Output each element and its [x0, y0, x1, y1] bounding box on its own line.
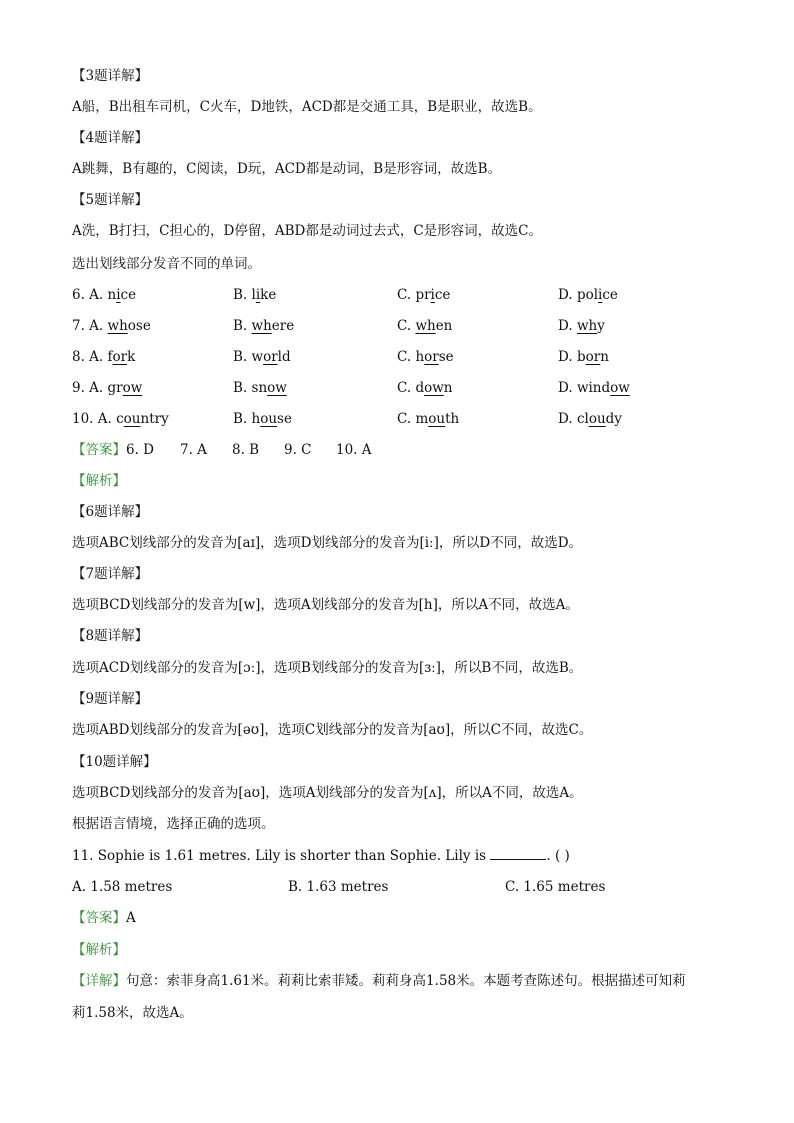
- q6-option-a: [72, 285, 136, 305]
- option-label: C.: [397, 318, 412, 334]
- q6-option-d: [558, 285, 618, 305]
- q10-detail-text: 选项BCD划线部分的发音为[aʊ]，选项A划线部分的发音为[ʌ]，所以A不同，故选A。: [72, 785, 583, 801]
- option-label: B.: [233, 318, 248, 334]
- word-part: b: [576, 349, 586, 365]
- option-label: C.: [397, 411, 412, 427]
- word-part: w: [251, 349, 264, 365]
- q11-option-c: C. 1.65 metres: [505, 879, 606, 895]
- word-part: dy: [605, 411, 622, 427]
- underlined-letters: or: [112, 349, 128, 365]
- word-part: n: [107, 287, 117, 303]
- option-label: D.: [558, 318, 573, 334]
- q7-option-c: [397, 316, 452, 336]
- underlined-letters: or: [263, 349, 278, 365]
- q9-option-d: [558, 378, 630, 398]
- q11-detail-text1: 句意：索菲身高1.61米。莉莉比索菲矮。莉莉身高1.58米。本题考查陈述句。根据描述可知莉: [126, 973, 686, 989]
- underlined-letters: wh: [415, 318, 436, 334]
- q8-option-b: [233, 347, 291, 367]
- answer-8: 8. B: [232, 442, 260, 458]
- option-label: 10. A.: [72, 411, 112, 427]
- underlined-letters: wh: [576, 318, 598, 334]
- option-label: D.: [558, 349, 573, 365]
- q3-detail-text: A船，B出租车司机，C火车，D地铁，ACD都是交通工具，B是职业，故选B。: [72, 99, 542, 115]
- word-part: l: [251, 287, 256, 303]
- answer-9: 9. C: [284, 442, 312, 458]
- option-label: C.: [397, 287, 412, 303]
- option-label: B.: [233, 380, 248, 396]
- word-part: n: [600, 349, 609, 365]
- q11-detail-line1: [72, 971, 734, 991]
- q6-detail-title: 【6题详解】: [72, 504, 149, 520]
- word-part: ce: [120, 287, 137, 303]
- q4-detail-title: 【4题详解】: [72, 130, 149, 146]
- q5-detail-title: 【5题详解】: [72, 192, 149, 208]
- word-part: m: [415, 411, 429, 427]
- q10-option-c: [397, 409, 459, 429]
- q11-stem-text: 11. Sophie is 1.61 metres. Lily is shorter than Sophie. Lily is: [72, 848, 487, 864]
- word-part: h: [415, 349, 425, 365]
- q5-detail-text: A洗，B打扫，C担心的，D停留，ABD都是动词过去式，C是形容词，故选C。: [72, 223, 542, 239]
- q11-analysis-label: 【解析】: [72, 942, 126, 958]
- option-label: 6. A.: [72, 287, 104, 303]
- q9-option-c: [397, 378, 452, 398]
- word-part: sn: [251, 380, 268, 396]
- q11-answer-label: 【答案】: [72, 910, 126, 926]
- option-label: B.: [233, 349, 248, 365]
- option-label: C.: [397, 349, 412, 365]
- q8-option-d: [558, 347, 609, 367]
- underlined-letters: ou: [123, 411, 141, 427]
- option-label: C.: [397, 380, 412, 396]
- underlined-letters: ow: [424, 380, 444, 396]
- word-part: ntry: [140, 411, 169, 427]
- underlined-letters: ow: [122, 380, 143, 396]
- option-label: D.: [558, 380, 573, 396]
- q7-detail-title: 【7题详解】: [72, 566, 149, 582]
- analysis-label: 【解析】: [72, 473, 126, 489]
- underlined-letters: wh: [251, 318, 272, 334]
- q8-detail-title: 【8题详解】: [72, 628, 149, 644]
- underlined-letters: i: [430, 287, 435, 303]
- option-label: 7. A.: [72, 318, 104, 334]
- word-part: ere: [271, 318, 295, 334]
- underlined-letters: or: [585, 349, 601, 365]
- q11-answer: A: [126, 910, 136, 926]
- q11-option-a: A. 1.58 metres: [72, 879, 173, 895]
- word-part: y: [597, 318, 605, 334]
- q6-option-c: [397, 285, 450, 305]
- q9-option-b: [233, 378, 287, 398]
- word-part: pol: [576, 287, 599, 303]
- answer-7: 7. A: [180, 442, 207, 458]
- underlined-letters: i: [598, 287, 603, 303]
- word-part: d: [415, 380, 425, 396]
- answer-row: [72, 440, 734, 460]
- q11-blank: [490, 847, 546, 860]
- word-part: ld: [277, 349, 291, 365]
- underlined-letters: ou: [428, 411, 446, 427]
- option-label: D.: [558, 411, 573, 427]
- q8-detail-text: 选项ACD划线部分的发音为[ɔː]，选项B划线部分的发音为[ɜː]，所以B不同，故选B。: [72, 660, 583, 676]
- q9-detail-title: 【9题详解】: [72, 691, 149, 707]
- underlined-letters: ou: [588, 411, 606, 427]
- option-label: 9. A.: [72, 380, 104, 396]
- q6-option-b: [233, 285, 276, 305]
- q10-option-d: [558, 409, 622, 429]
- q11-option-b: B. 1.63 metres: [288, 879, 389, 895]
- q9-option-a: [72, 378, 142, 398]
- q11-detail-line2: 莉1.58米，故选A。: [72, 1005, 193, 1021]
- word-part: en: [435, 318, 453, 334]
- q11-answer-row: [72, 908, 734, 928]
- q9-detail-text: 选项ABD划线部分的发音为[əʊ]，选项C划线部分的发音为[aʊ]，所以C不同，故选C。: [72, 722, 593, 738]
- underlined-letters: wh: [107, 318, 128, 334]
- answer-10: 10. A: [336, 442, 372, 458]
- answer-6: 6. D: [126, 442, 154, 458]
- q8-option-a: [72, 347, 135, 367]
- word-part: th: [445, 411, 460, 427]
- word-part: ose: [127, 318, 151, 334]
- q11-paren: . ( ): [546, 848, 570, 864]
- underlined-letters: or: [424, 349, 439, 365]
- word-part: k: [127, 349, 136, 365]
- q6-detail-text: 选项ABC划线部分的发音为[aɪ]，选项D划线部分的发音为[iː]，所以D不同，故选D。: [72, 535, 583, 551]
- underlined-letters: i: [116, 287, 121, 303]
- word-part: cl: [576, 411, 589, 427]
- option-label: B.: [233, 287, 248, 303]
- underlined-letters: ow: [267, 380, 287, 396]
- option-label: 8. A.: [72, 349, 104, 365]
- word-part: c: [116, 411, 124, 427]
- q10-option-a: [72, 409, 169, 429]
- q7-detail-text: 选项BCD划线部分的发音为[w]，选项A划线部分的发音为[h]，所以A不同，故选A。: [72, 597, 579, 613]
- word-part: wind: [576, 380, 611, 396]
- word-part: n: [443, 380, 453, 396]
- word-part: f: [107, 349, 113, 365]
- q4-detail-text: A跳舞，B有趣的，C阅读，D玩，ACD都是动词，B是形容词，故选B。: [72, 161, 502, 177]
- word-part: ce: [434, 287, 451, 303]
- q3-detail-title: 【3题详解】: [72, 68, 149, 84]
- q7-option-b: [233, 316, 294, 336]
- underlined-letters: i: [255, 287, 261, 303]
- q7-option-a: [72, 316, 151, 336]
- option-label: D.: [558, 287, 573, 303]
- option-label: B.: [233, 411, 248, 427]
- answer-label: 【答案】: [72, 442, 126, 458]
- word-part: gr: [107, 380, 123, 396]
- underlined-letters: ow: [610, 380, 630, 396]
- word-part: h: [251, 411, 261, 427]
- instruction-context: 根据语言情境，选择正确的选项。: [72, 816, 275, 832]
- q11-detail-label: 【详解】: [72, 973, 126, 989]
- q7-option-d: [558, 316, 605, 336]
- word-part: ke: [260, 287, 277, 303]
- word-part: se: [438, 349, 454, 365]
- word-part: se: [277, 411, 292, 427]
- word-part: ce: [602, 287, 618, 303]
- q11-stem: [72, 846, 734, 866]
- q10-option-b: [233, 409, 292, 429]
- q8-option-c: [397, 347, 454, 367]
- instruction-pronunciation: 选出划线部分发音不同的单词。: [72, 256, 261, 272]
- word-part: pr: [415, 287, 431, 303]
- underlined-letters: ou: [260, 411, 278, 427]
- q10-detail-title: 【10题详解】: [72, 754, 157, 770]
